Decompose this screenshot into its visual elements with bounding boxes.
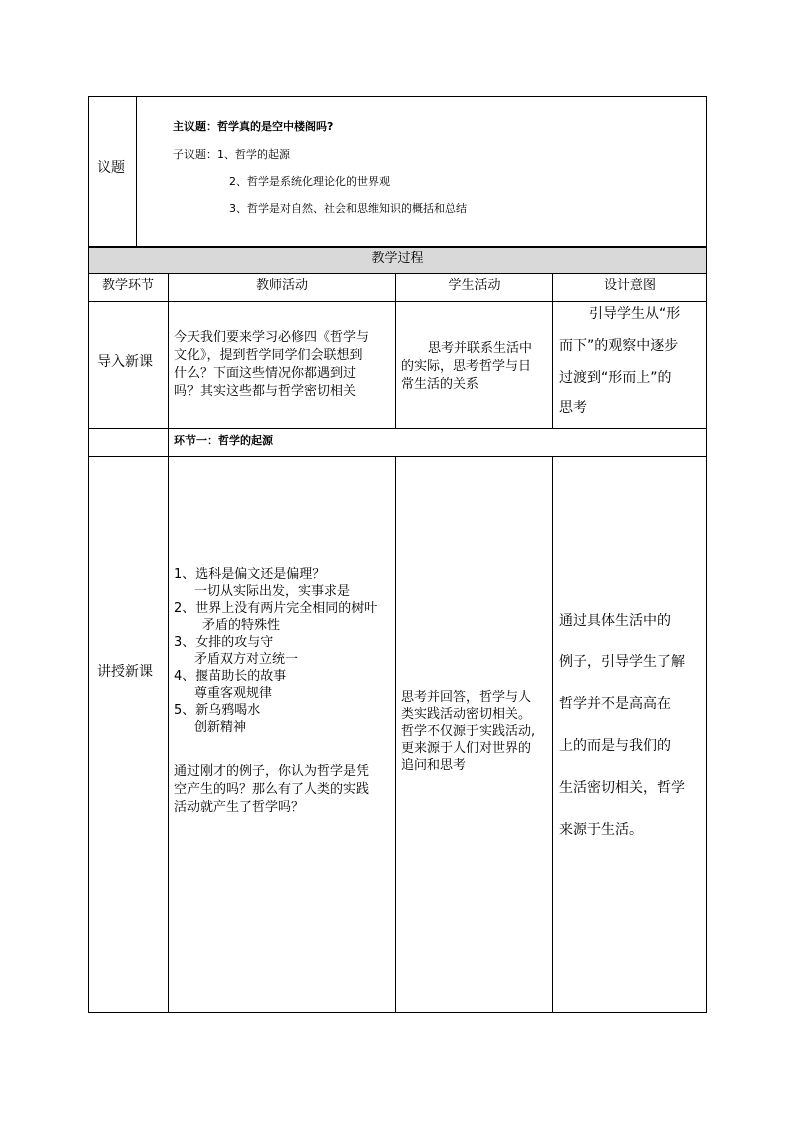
lecture-student-4: 更来源于人们对世界的 [401, 741, 532, 756]
sub-topic-2: 2、哲学是系统化理论化的世界观 [229, 175, 390, 188]
lecture-teacher-5: 3、女排的攻与守 [174, 635, 274, 650]
intro-student-1: 思考并联系生活中 [428, 341, 533, 356]
section1-title: 环节一：哲学的起源 [174, 434, 273, 447]
intro-student-2: 的实际，思考哲学与日 [401, 359, 532, 374]
row-line-2 [88, 301, 707, 302]
intro-student-3: 常生活的关系 [401, 377, 480, 392]
col-line-2a [395, 273, 396, 428]
lecture-intent-3: 哲学并不是高高在 [559, 696, 671, 712]
lecture-teacher-3: 2、世界上没有两片完全相同的树叶 [174, 601, 378, 616]
intro-intent-1: 引导学生从“形 [589, 306, 681, 322]
lecture-stage: 讲授新课 [97, 664, 153, 680]
header-intent: 设计意图 [603, 278, 656, 293]
topic-divider [136, 96, 137, 247]
lecture-teacher-8: 尊重客观规律 [194, 686, 273, 701]
main-topic: 主议题：哲学真的是空中楼阁吗? [173, 120, 334, 133]
lecture-student-2: 类实践活动密切相关。 [401, 707, 532, 722]
lecture-teacher-2: 一切从实际出发，实事求是 [194, 584, 351, 599]
lecture-teacher-13: 活动就产生了哲学吗？ [174, 800, 305, 815]
header-student: 学生活动 [448, 278, 501, 293]
header-teacher: 教师活动 [255, 278, 308, 293]
lecture-student-5: 追问和思考 [401, 758, 467, 773]
intro-teacher-2: 文化》，提到哲学同学们会联想到 [174, 348, 363, 363]
lecture-teacher-7: 4、揠苗助长的故事 [174, 669, 287, 684]
intro-intent-4: 思考 [559, 400, 587, 416]
header-stage: 教学环节 [101, 278, 154, 293]
lecture-teacher-1: 1、选科是偏文还是偏理？ [174, 567, 326, 582]
intro-teacher-4: 吗？其实这些都与哲学密切相关 [174, 384, 357, 399]
topic-label: 议题 [97, 160, 125, 176]
row-line-1 [88, 273, 707, 274]
intro-intent-2: 而下”的观察中逐步 [559, 338, 679, 354]
lecture-student-1: 思考并回答，哲学与人 [401, 690, 532, 705]
lecture-intent-2: 例子，引导学生了解 [559, 654, 685, 670]
lecture-student-3: 哲学不仅源于实践活动, [401, 724, 536, 739]
col-line-3b [552, 456, 553, 1013]
lecture-teacher-10: 创新精神 [194, 720, 247, 735]
lecture-intent-4: 上的而是与我们的 [559, 738, 671, 754]
intro-teacher-3: 什么？下面这些情况你都遇到过 [174, 366, 357, 381]
lecture-intent-6: 来源于生活。 [559, 822, 643, 838]
lecture-teacher-11: 通过刚才的例子，你认为哲学是凭 [174, 764, 370, 779]
col-line-2b [395, 456, 396, 1013]
lecture-teacher-4: 矛盾的特殊性 [202, 618, 281, 633]
lecture-teacher-12: 空产生的吗？那么有了人类的实践 [174, 782, 370, 797]
lecture-intent-1: 通过具体生活中的 [559, 613, 671, 629]
lecture-intent-5: 生活密切相关，哲学 [559, 780, 685, 796]
lecture-teacher-6: 矛盾双方对立统一 [194, 652, 299, 667]
lecture-teacher-9: 5、新乌鸦喝水 [174, 703, 261, 718]
col-line-1 [168, 273, 169, 1013]
process-title: 教学过程 [371, 251, 424, 266]
row-line-4 [88, 456, 707, 457]
intro-intent-3: 过渡到“形而上”的 [559, 370, 672, 386]
sub-topic-1: 子议题：1、哲学的起源 [173, 148, 290, 161]
intro-teacher-1: 今天我们要来学习必修四《哲学与 [174, 330, 370, 345]
intro-stage: 导入新课 [97, 354, 153, 370]
sub-topic-3: 3、哲学是对自然、社会和思维知识的概括和总结 [229, 202, 467, 215]
row-line-3 [88, 428, 707, 429]
col-line-3a [552, 273, 553, 428]
